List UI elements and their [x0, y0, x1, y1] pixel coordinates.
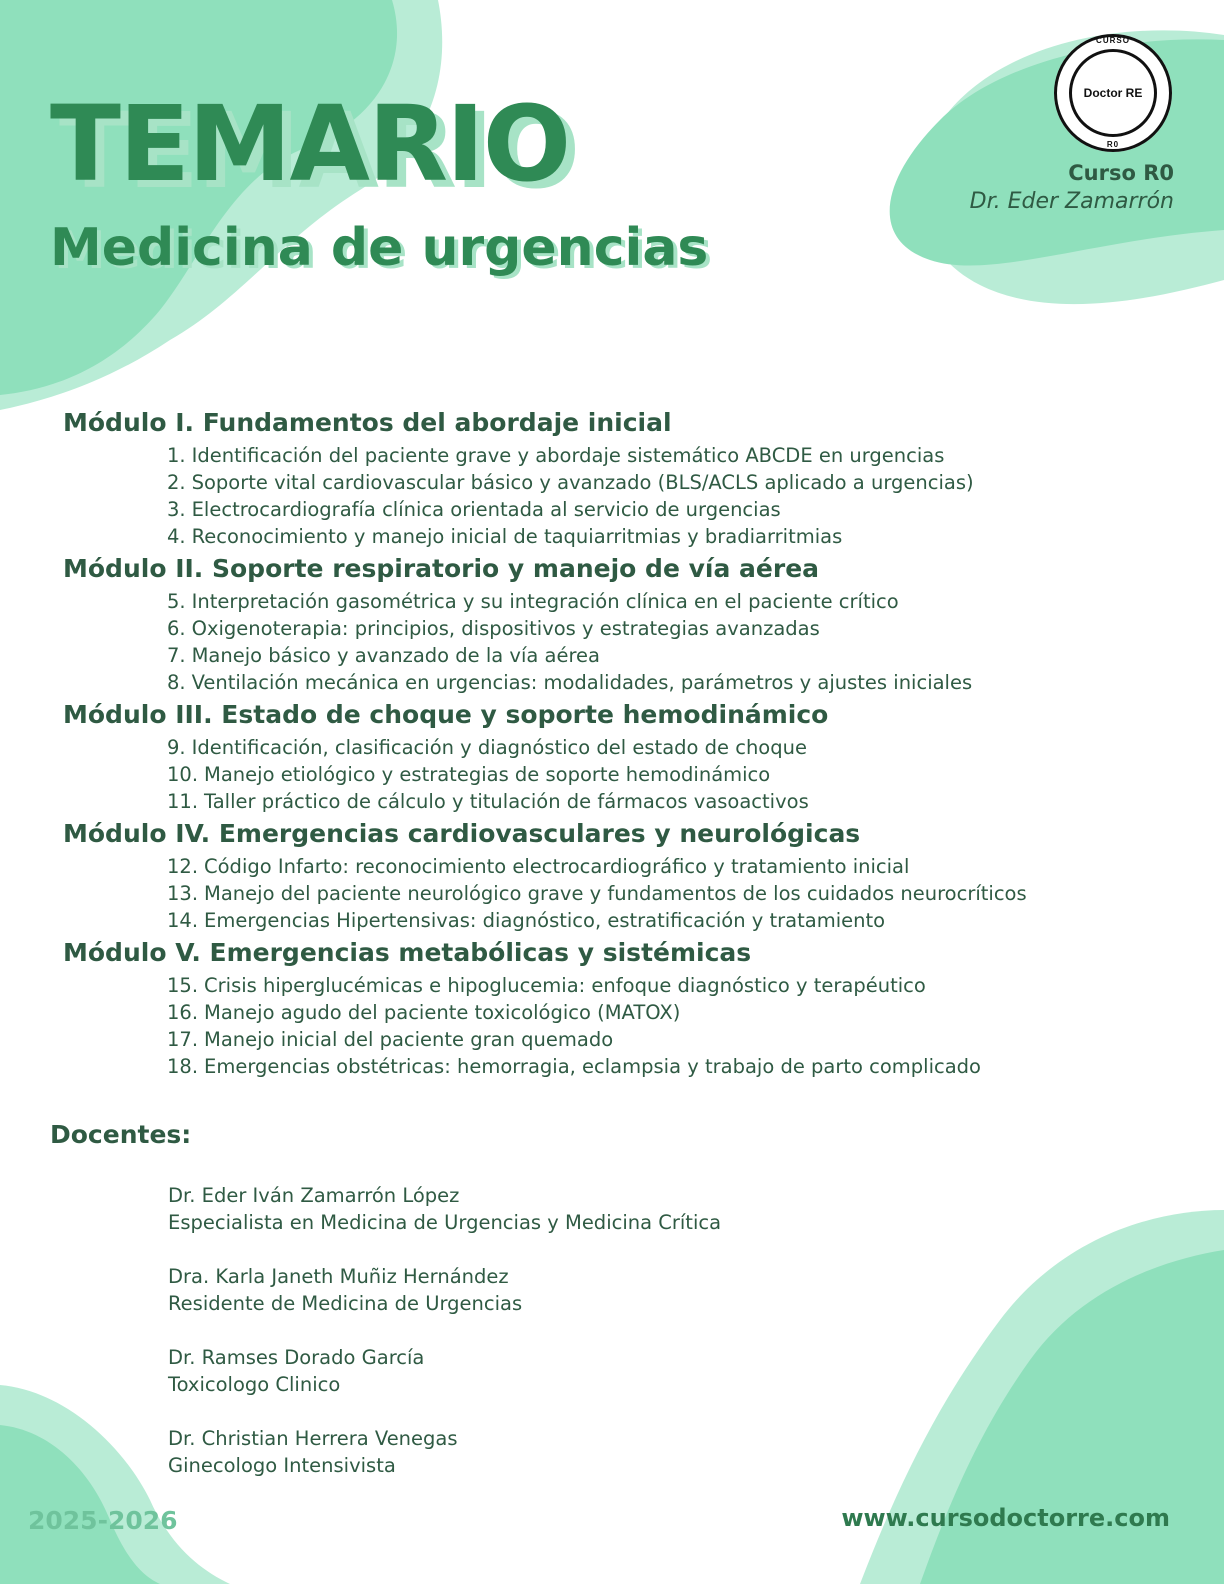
topic-number: 11.: [167, 790, 199, 813]
topic-item: [167, 761, 1173, 788]
topic-item: [167, 442, 1173, 469]
module-title: Módulo IV. Emergencias cardiovasculares y neurológicas: [63, 819, 861, 848]
topic-item: [167, 1026, 1173, 1053]
topic-list: [63, 853, 1173, 934]
teacher-role: Toxicologo Clinico: [168, 1373, 341, 1396]
topic-item: [167, 907, 1173, 934]
topic-number: 12.: [167, 855, 199, 878]
teacher-name: Dr. Ramses Dorado García: [168, 1346, 425, 1369]
topic-text: Ventilación mecánica en urgencias: modalidades, parámetros y ajustes iniciales: [191, 671, 973, 694]
topic-number: 2.: [167, 471, 186, 494]
teacher-name: Dr. Christian Herrera Venegas: [168, 1427, 458, 1450]
topic-list: [63, 972, 1173, 1080]
topic-text: Manejo etiológico y estrategias de soporte hemodinámico: [204, 763, 771, 786]
module-5: [63, 934, 1173, 1080]
teacher-entry: [168, 1263, 721, 1317]
topic-list: [63, 734, 1173, 815]
topic-text: Electrocardiografía clínica orientada al servicio de urgencias: [191, 498, 781, 521]
topic-number: 16.: [167, 1001, 199, 1024]
topic-item: [167, 734, 1173, 761]
topic-number: 10.: [167, 763, 199, 786]
teacher-role: Residente de Medicina de Urgencias: [168, 1292, 523, 1315]
syllabus: [63, 404, 1173, 1080]
course-info: [970, 159, 1174, 217]
topic-item: [167, 669, 1173, 696]
topic-item: [167, 642, 1173, 669]
module-title: Módulo I. Fundamentos del abordaje inicial: [63, 408, 672, 437]
topic-item: [167, 853, 1173, 880]
topic-text: Manejo básico y avanzado de la vía aérea: [191, 644, 600, 667]
topic-text: Interpretación gasométrica y su integración clínica en el paciente crítico: [191, 590, 899, 613]
topic-text: Crisis hiperglucémicas e hipoglucemia: enfoque diagnóstico y terapéutico: [204, 974, 926, 997]
topic-item: [167, 880, 1173, 907]
topic-text: Código Infarto: reconocimiento electrocardiográfico y tratamiento inicial: [204, 855, 910, 878]
topic-number: 18.: [167, 1055, 199, 1078]
topic-text: Manejo del paciente neurológico grave y fundamentos de los cuidados neurocríticos: [204, 882, 1027, 905]
topic-number: 5.: [167, 590, 186, 613]
teachers-list: [168, 1182, 721, 1506]
topic-item: [167, 1053, 1173, 1080]
topic-number: 3.: [167, 498, 186, 521]
topic-item: [167, 588, 1173, 615]
topic-list: [63, 442, 1173, 550]
topic-text: Reconocimiento y manejo inicial de taquiarritmias y bradiarritmias: [191, 525, 843, 548]
teacher-role: Ginecologo Intensivista: [168, 1454, 396, 1477]
teachers-heading: Docentes:: [50, 1120, 192, 1149]
teacher-entry: [168, 1344, 721, 1398]
course-doctor: Dr. Eder Zamarrón: [969, 189, 1174, 214]
topic-item: [167, 788, 1173, 815]
module-1: [63, 404, 1173, 550]
topic-text: Taller práctico de cálculo y titulación de fármacos vasoactivos: [204, 790, 809, 813]
topic-item: [167, 496, 1173, 523]
topic-number: 15.: [167, 974, 199, 997]
topic-text: Emergencias obstétricas: hemorragia, eclampsia y trabajo de parto complicado: [204, 1055, 981, 1078]
page-subtitle: Medicina de urgencias: [50, 218, 709, 278]
module-title: Módulo V. Emergencias metabólicas y sistémicas: [63, 938, 752, 967]
footer-year: 2025-2026: [28, 1506, 178, 1535]
topic-item: [167, 615, 1173, 642]
teacher-role: Especialista en Medicina de Urgencias y Medicina Crítica: [168, 1211, 722, 1234]
topic-text: Manejo agudo del paciente toxicológico (MATOX): [204, 1001, 681, 1024]
topic-number: 4.: [167, 525, 186, 548]
teacher-entry: [168, 1425, 721, 1479]
teacher-entry: [168, 1182, 721, 1236]
logo-top-text: CURSO: [1096, 36, 1130, 45]
topic-list: [63, 588, 1173, 696]
topic-item: [167, 972, 1173, 999]
doctor-re-logo: [1054, 34, 1172, 152]
topic-text: Oxigenoterapia: principios, dispositivos y estrategias avanzadas: [191, 617, 820, 640]
topic-number: 9.: [167, 736, 186, 759]
teacher-name: Dra. Karla Janeth Muñiz Hernández: [168, 1265, 509, 1288]
topic-text: Identificación del paciente grave y abordaje sistemático ABCDE en urgencias: [191, 444, 945, 467]
page-title: TEMARIO: [50, 83, 570, 205]
module-title: Módulo II. Soporte respiratorio y manejo de vía aérea: [63, 554, 820, 583]
module-2: [63, 550, 1173, 696]
topic-number: 13.: [167, 882, 199, 905]
module-4: [63, 815, 1173, 934]
topic-text: Soporte vital cardiovascular básico y avanzado (BLS/ACLS aplicado a urgencias): [191, 471, 974, 494]
teacher-name: Dr. Eder Iván Zamarrón López: [168, 1184, 460, 1207]
topic-item: [167, 469, 1173, 496]
topic-item: [167, 999, 1173, 1026]
module-title: Módulo III. Estado de choque y soporte hemodinámico: [63, 700, 829, 729]
topic-number: 17.: [167, 1028, 199, 1051]
website-link[interactable]: www.cursodoctorre.com: [841, 1504, 1170, 1532]
topic-number: 8.: [167, 671, 186, 694]
topic-text: Identificación, clasificación y diagnóstico del estado de choque: [191, 736, 807, 759]
module-3: [63, 696, 1173, 815]
topic-text: Emergencias Hipertensivas: diagnóstico, estratificación y tratamiento: [204, 909, 886, 932]
logo-bottom-text: R0: [1106, 140, 1120, 149]
topic-item: [167, 523, 1173, 550]
topic-number: 7.: [167, 644, 186, 667]
course-name: Curso R0: [1068, 161, 1174, 185]
topic-number: 1.: [167, 444, 186, 467]
topic-number: 6.: [167, 617, 186, 640]
logo-center-text: Doctor RE: [1083, 86, 1143, 100]
topic-text: Manejo inicial del paciente gran quemado: [204, 1028, 614, 1051]
topic-number: 14.: [167, 909, 199, 932]
